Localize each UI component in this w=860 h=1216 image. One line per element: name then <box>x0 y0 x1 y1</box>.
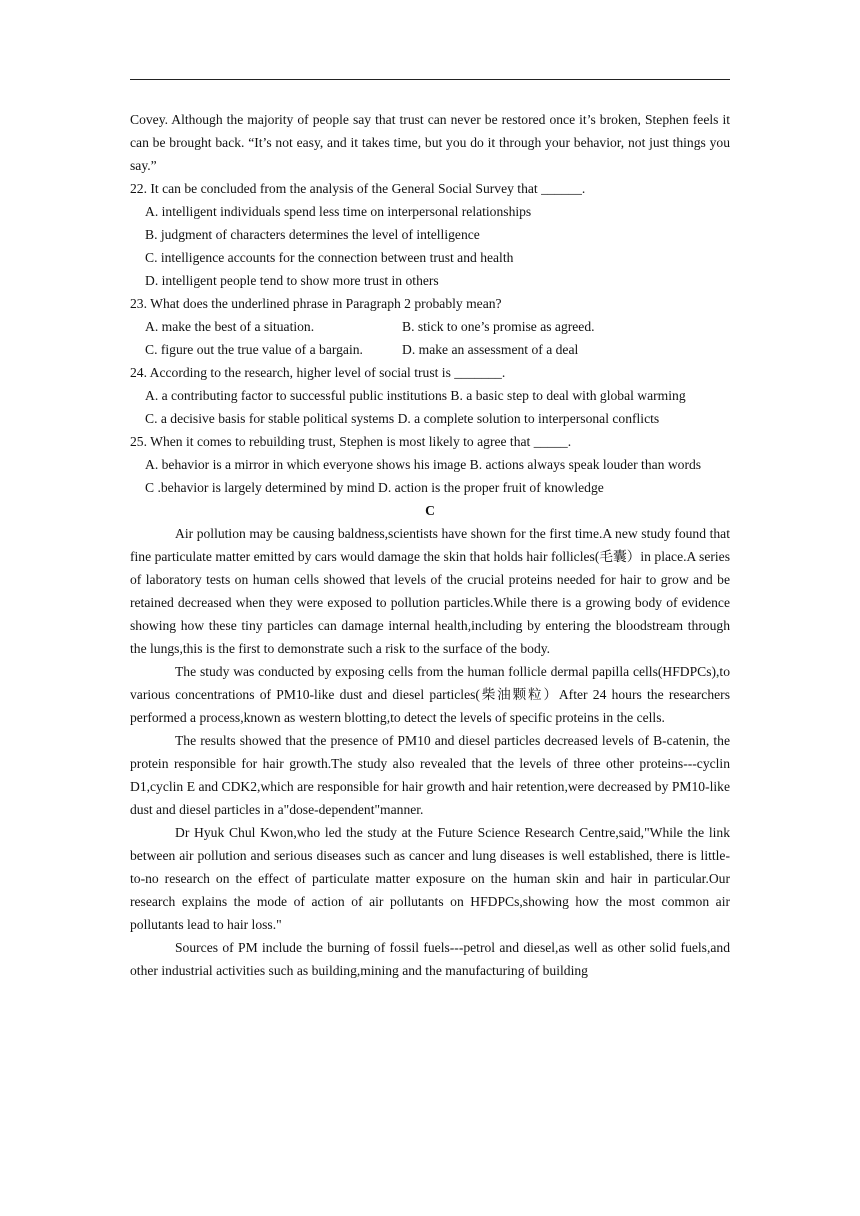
question-25-options-ab: A. behavior is a mirror in which everyone shows his image B. actions always speak louder than words <box>145 457 702 472</box>
section-c-paragraph-5: Sources of PM include the burning of fossil fuels---petrol and diesel,as well as other solid fuels,and other industrial activities such as building,mining and the manufacturing of building <box>130 940 730 978</box>
question-25-stem: 25. When it comes to rebuilding trust, Stephen is most likely to agree that _____. <box>130 434 572 449</box>
question-23-stem: 23. What does the underlined phrase in Paragraph 2 probably mean? <box>130 296 502 311</box>
question-23-option-a: A. make the best of a situation. <box>145 319 315 334</box>
passage-b-ending: Covey. Although the majority of people say that trust can never be restored once it’s broken, Stephen feels it can be brought back. “It’s not easy, and it takes time, but you do it through your behavior, not just things you say.” <box>130 112 730 173</box>
section-c-paragraph-3: The results showed that the presence of PM10 and diesel particles decreased levels of B-catenin, the protein responsible for hair growth.The study also revealed that the levels of three other proteins---cyclin D1,cyclin E and CDK2,which are responsible for hair growth and hair retention,were decreased by PM10-like dust and diesel particles in a"dose-dependent"manner. <box>130 733 730 817</box>
question-23-option-d: D. make an assessment of a deal <box>402 342 579 357</box>
header-rule <box>130 79 730 80</box>
question-23-options-row-1 <box>130 315 730 338</box>
question-24-options-ab: A. a contributing factor to successful public institutions B. a basic step to deal with global warming <box>145 388 686 403</box>
question-22-option-d: D. intelligent people tend to show more trust in others <box>145 273 439 288</box>
section-c-paragraph-2: The study was conducted by exposing cells from the human follicle dermal papilla cells(HFDPCs),to various concentrations of PM10-like dust and diesel particles(柴油颗粒）After 24 hours the researchers performed a process,known as western blotting,to detect the levels of specific proteins in the cells. <box>130 664 730 725</box>
question-23-option-b: B. stick to one’s promise as agreed. <box>402 319 595 334</box>
section-c-heading: C <box>425 503 435 518</box>
question-24-options-cd: C. a decisive basis for stable political systems D. a complete solution to interpersonal conflicts <box>145 411 660 426</box>
question-24-stem: 24. According to the research, higher level of social trust is _______. <box>130 365 506 380</box>
section-c-paragraph-1: Air pollution may be causing baldness,scientists have shown for the first time.A new study found that fine particulate matter emitted by cars would damage the skin that holds hair follicles(毛囊）in place.A series of laboratory tests on human cells showed that levels of the crucial proteins needed for hair to grow and be retained decreased when they were exposed to pollution particles.While there is a growing body of evidence showing how these tiny particles can damage internal health,including by entering the bloodstream through the lungs,this is the first to demonstrate such a risk to the surface of the body. <box>130 526 730 656</box>
question-22-stem: 22. It can be concluded from the analysis of the General Social Survey that ______. <box>130 181 586 196</box>
page-content <box>130 108 730 982</box>
question-25-options-cd: C .behavior is largely determined by mind D. action is the proper fruit of knowledge <box>145 480 604 495</box>
question-22-option-c: C. intelligence accounts for the connection between trust and health <box>145 250 514 265</box>
question-23-options-row-2 <box>130 338 730 361</box>
question-22-option-a: A. intelligent individuals spend less time on interpersonal relationships <box>145 204 532 219</box>
question-23-option-c: C. figure out the true value of a bargain. <box>145 342 363 357</box>
question-22-option-b: B. judgment of characters determines the level of intelligence <box>145 227 480 242</box>
section-c-paragraph-4: Dr Hyuk Chul Kwon,who led the study at the Future Science Research Centre,said,"While the link between air pollution and serious diseases such as cancer and lung diseases is well established, there is little-to-no research on the effect of particulate matter exposure on the human skin and hair in particular.Our research explains the mode of action of air pollutants on HFDPCs,showing how the most common air pollutants lead to hair loss." <box>130 825 730 932</box>
